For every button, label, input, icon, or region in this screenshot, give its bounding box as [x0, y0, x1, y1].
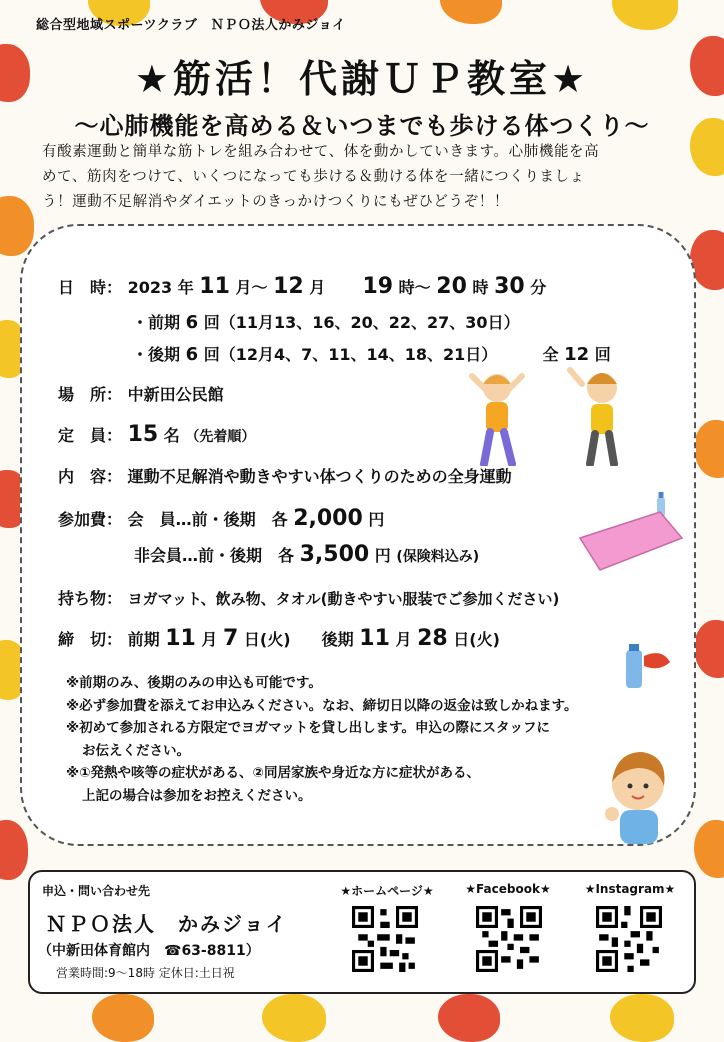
belongings-label: 持ち物：: [58, 589, 123, 608]
contact-hours: 営業時間:9～18時 定休日:土日祝: [56, 966, 235, 980]
note-item: お伝えください。: [82, 742, 190, 759]
datetime-unit: 年: [177, 278, 194, 297]
notes-list: [66, 672, 578, 807]
datetime-unit: 月～: [235, 278, 268, 297]
total-count: 12: [564, 344, 590, 365]
deadline-second-month: 11: [359, 626, 390, 651]
venue-value: 中新田公民館: [127, 385, 224, 404]
fee-nonmember-row: [134, 542, 479, 567]
contact-heading: 申込・問い合わせ先: [42, 884, 151, 898]
deadline-unit: 月: [201, 630, 218, 649]
deadline-unit: 月: [395, 630, 412, 649]
water-bottle-towel-icon: [620, 642, 676, 690]
datetime-unit: 月: [309, 278, 326, 297]
fee-nonmember-unit: 円: [374, 546, 391, 565]
qr-code-homepage[interactable]: [352, 906, 418, 972]
fee-member-unit: 円: [368, 510, 385, 529]
datetime-unit: 分: [530, 278, 547, 297]
fee-nonmember-value: 3,500: [299, 542, 370, 567]
deadline-second-day: 28: [417, 626, 448, 651]
note-item: 上記の場合は参加をお控えください。: [82, 787, 312, 804]
fee-member-value: 2,000: [293, 506, 363, 531]
capacity-label: 定 員：: [58, 426, 123, 445]
total-unit: 回: [594, 345, 611, 364]
datetime-unit: 時～: [398, 278, 431, 297]
page-subtitle: ～心肺機能を高める＆いつまでも歩ける体つくり～: [74, 112, 650, 140]
content-value: 運動不足解消や動きやすい体つくりのための全身運動: [127, 467, 512, 486]
fee-label: 参加費：: [58, 510, 123, 529]
note-item: ※初めて参加される方限定でヨガマットを貸し出します。申込の際にスタッフに: [66, 720, 551, 736]
yoga-mat-illustration: [570, 508, 690, 578]
capacity-value: 15: [127, 422, 159, 447]
belongings-row: [58, 586, 559, 609]
organization-header: 総合型地域スポーツクラブ ＮＰＯ法人かみジョイ: [36, 18, 346, 33]
page-title: ★筋活！代謝ＵＰ教室★: [134, 57, 590, 101]
qr-homepage-label: ★ホームページ★: [340, 884, 434, 898]
datetime-time-end-min: 30: [494, 274, 525, 299]
details-panel: [20, 224, 696, 846]
datetime-unit: 時: [472, 278, 489, 297]
capacity-unit: 名: [163, 426, 180, 445]
fee-row: [58, 506, 384, 531]
first-term-prefix: ・前期: [132, 313, 181, 332]
fee-nonmember-label: 非会員…前・後期 各: [134, 546, 295, 565]
qr-facebook-label: ★Facebook★: [465, 882, 551, 896]
datetime-time-end-hour: 20: [436, 274, 467, 299]
note-item: ※前期のみ、後期のみの申込も可能です。: [66, 675, 322, 691]
qr-instagram-label: ★Instagram★: [584, 882, 676, 896]
belongings-value: ヨガマット、飲み物、タオル(動きやすい服装でご参加ください): [127, 590, 560, 608]
capacity-note: （先着順）: [185, 429, 256, 445]
venue-label: 場 所：: [58, 385, 123, 404]
deadline-row: [58, 626, 500, 651]
note-item: ※①発熱や咳等の症状がある、②同居家族や身近な方に症状がある、: [66, 765, 480, 781]
datetime-month-start: 11: [199, 274, 230, 299]
datetime-month-end: 12: [273, 274, 304, 299]
venue-row: [58, 382, 224, 405]
deadline-first-prefix: 前期: [127, 630, 160, 649]
deadline-first-day: 7: [222, 626, 239, 651]
datetime-row: [58, 274, 546, 299]
deadline-first-month: 11: [165, 626, 196, 651]
total-prefix: 全: [542, 345, 559, 364]
pointing-woman-illustration: [590, 748, 680, 844]
qr-code-instagram[interactable]: [596, 906, 662, 972]
deadline-first-suffix: 日(火): [243, 630, 291, 649]
datetime-year: 2023: [127, 278, 173, 297]
contact-address-phone: （中新田体育館内 ☎63-8811）: [38, 943, 260, 959]
intro-line: 有酸素運動と簡単な筋トレを組み合わせて、体を動かしていきます。心肺機能を高: [42, 144, 600, 160]
second-term-dates: 回（12月4、7、11、14、18、21日）: [203, 345, 498, 364]
second-term-count: 6: [185, 344, 199, 365]
contact-footer: [28, 870, 696, 994]
content-label: 内 容：: [58, 467, 123, 486]
stretching-people-illustration: [452, 366, 652, 466]
intro-line: めて、筋肉をつけて、いくつになっても歩ける＆動ける体を一緒につくりましょ: [42, 169, 585, 185]
note-item: ※必ず参加費を添えてお申込みください。なお、締切日以降の返金は致しかねます。: [66, 697, 578, 714]
intro-line: う！運動不足解消やダイエットのきっかけつくりにもぜひどうぞ！！: [42, 194, 509, 210]
fee-member-label: 会 員…前・後期 各: [127, 510, 288, 529]
first-term-row: [132, 310, 520, 333]
datetime-label: 日 時：: [58, 278, 123, 297]
second-term-row: [132, 342, 611, 365]
contact-org-name: ＮＰＯ法人 かみジョイ: [46, 912, 288, 936]
content-row: [58, 464, 512, 487]
datetime-time-start: 19: [362, 274, 394, 299]
fee-nonmember-note: (保険料込み): [396, 549, 480, 565]
capacity-row: [58, 422, 255, 447]
second-term-prefix: ・後期: [132, 345, 181, 364]
first-term-dates: 回（11月13、16、20、22、27、30日）: [203, 313, 520, 332]
intro-text: [42, 140, 694, 215]
deadline-second-prefix: 後期: [321, 630, 354, 649]
first-term-count: 6: [185, 312, 199, 333]
deadline-second-suffix: 日(火): [453, 630, 500, 649]
qr-code-facebook[interactable]: [476, 906, 542, 972]
deadline-label: 締 切：: [58, 630, 123, 649]
